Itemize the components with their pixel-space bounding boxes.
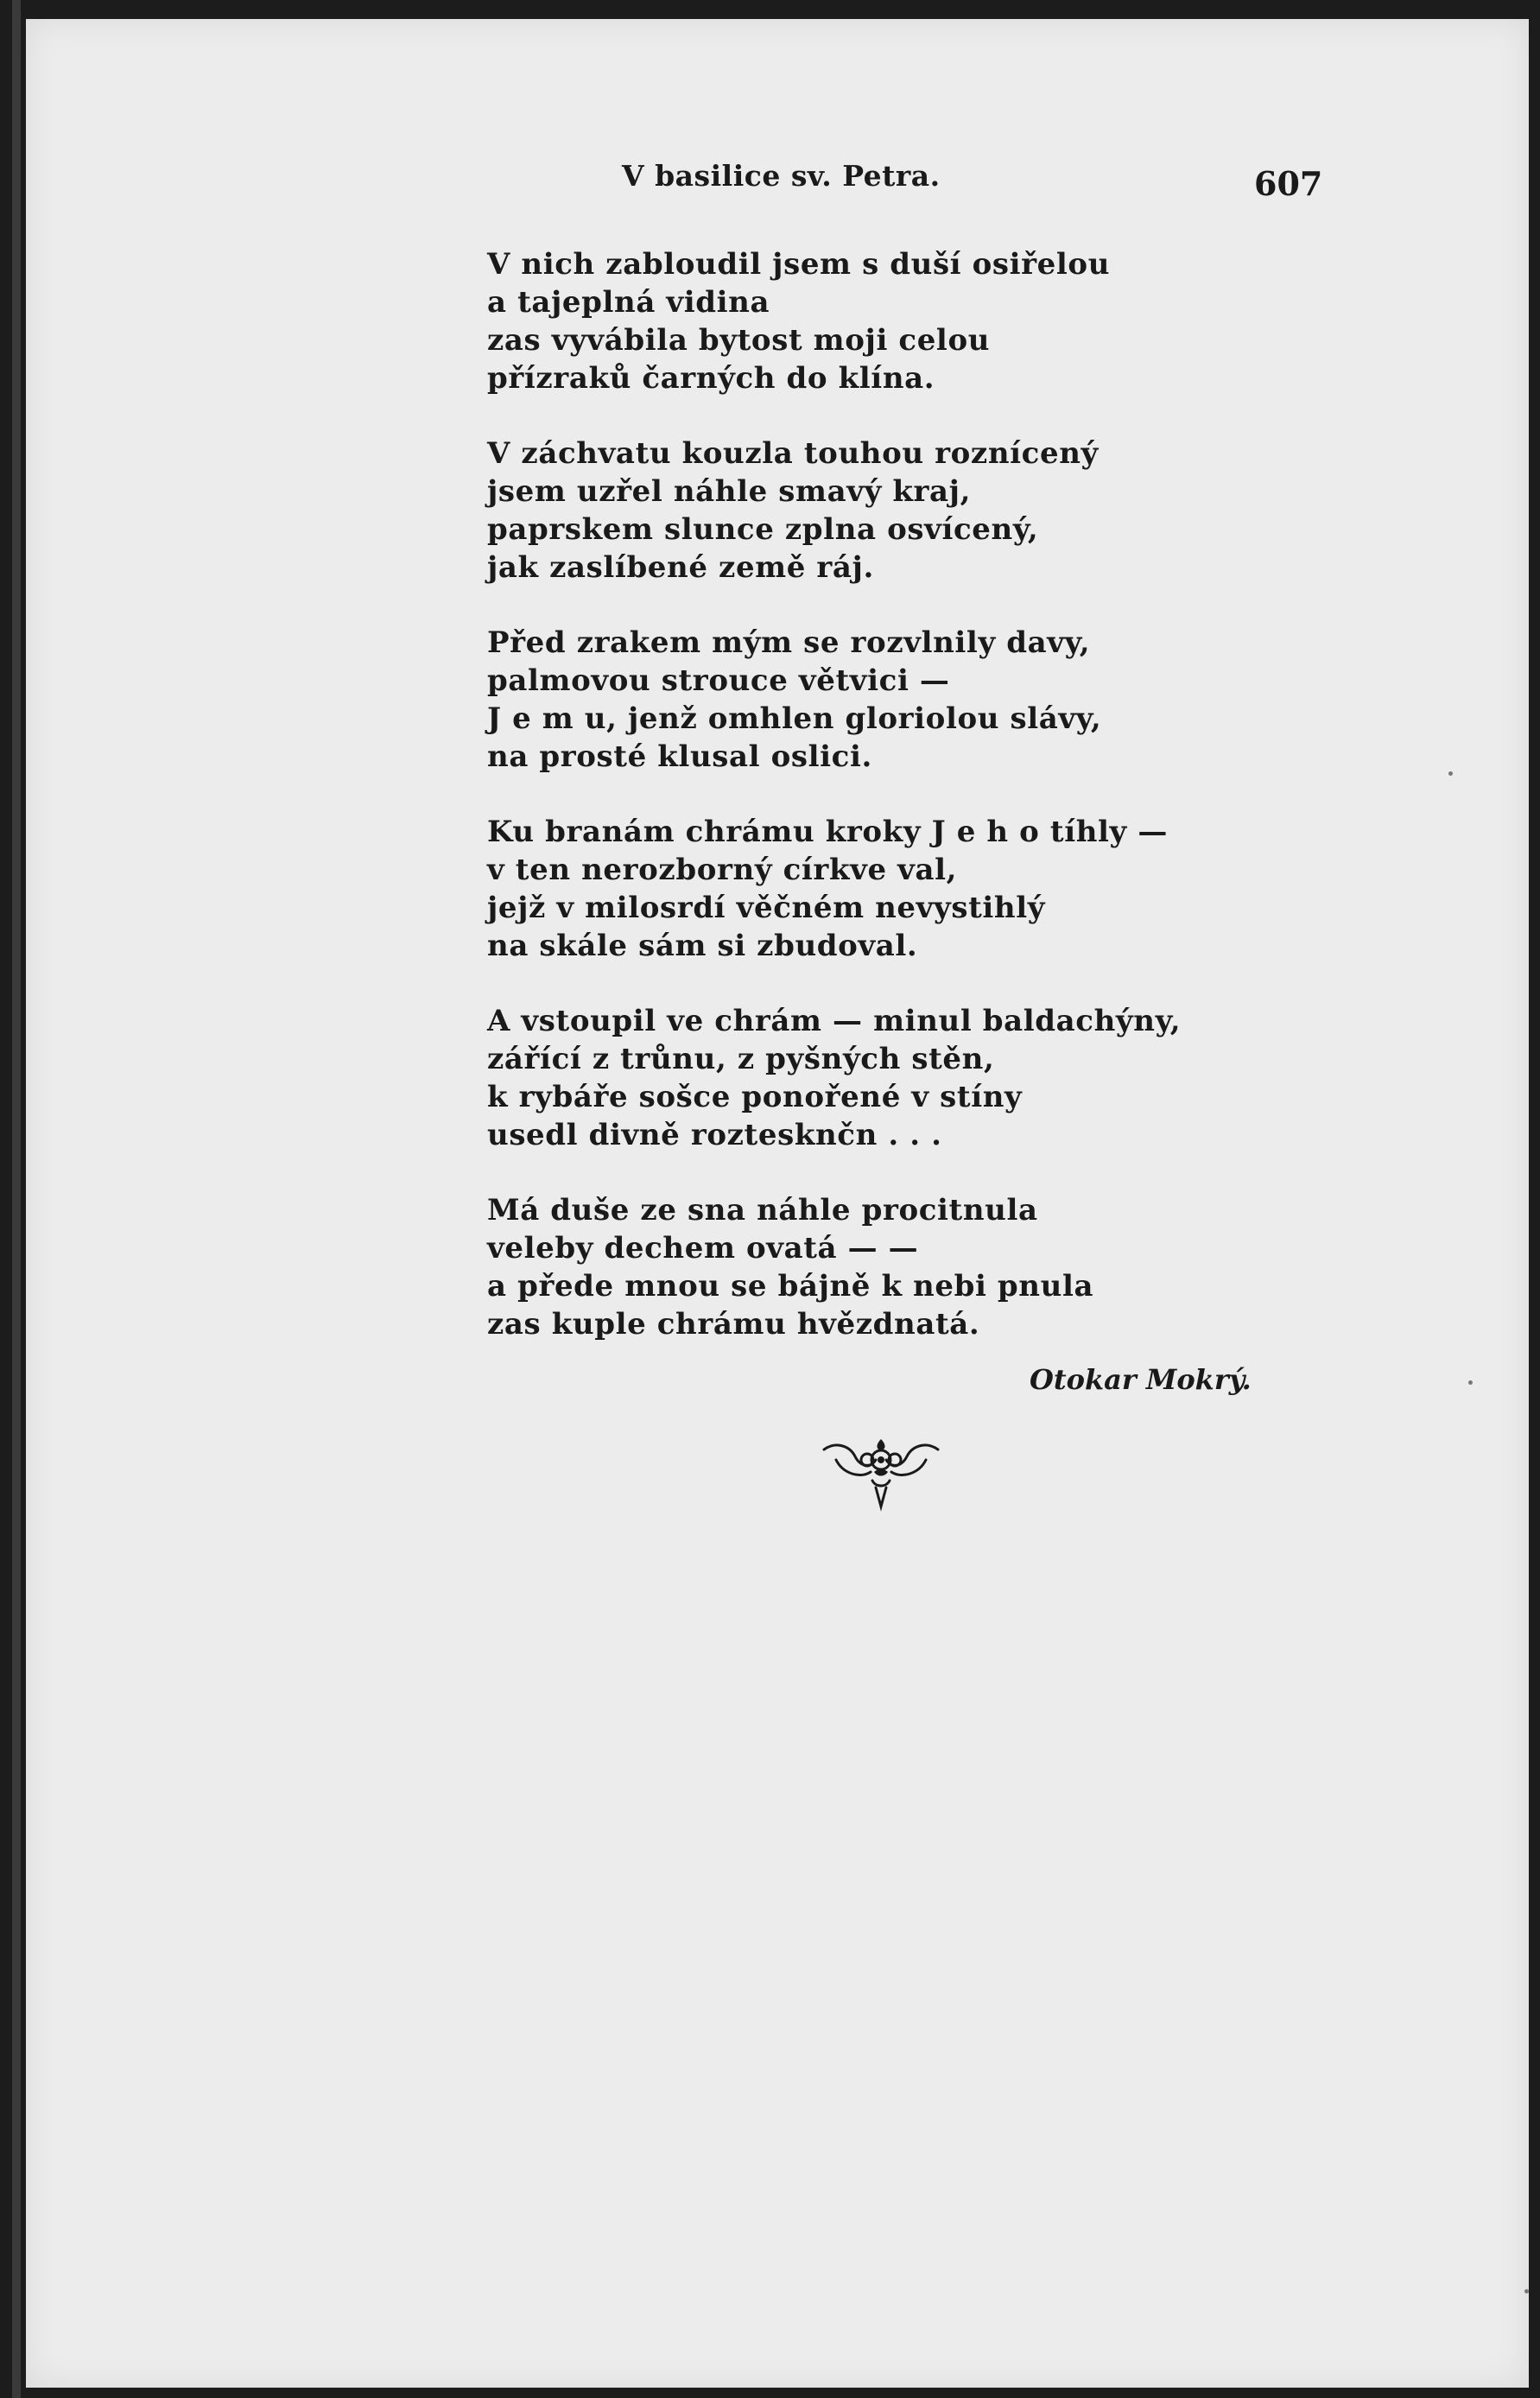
floral-vignette-icon	[821, 1434, 941, 1513]
poem-line: paprskem slunce zplna osvícený,	[487, 512, 1039, 547]
poem-line: usedl divně roztesknčn . . .	[487, 1118, 942, 1152]
stanza-4	[487, 813, 1178, 965]
stanza-1	[487, 245, 1178, 397]
stanza-2	[487, 435, 1178, 587]
poem	[487, 245, 1182, 1380]
poem-line: jejž v milosrdí věčném nevystihlý	[487, 891, 1046, 925]
poem-line: jak zaslíbené země ráj.	[487, 550, 874, 585]
poem-line: a přede mnou se bájně k nebi pnula	[487, 1269, 1094, 1304]
poem-line: V záchvatu kouzla touhou roznícený	[487, 436, 1099, 471]
stanza-3	[487, 624, 1178, 776]
poem-line: Má duše ze sna náhle procitnula	[487, 1193, 1038, 1228]
stanza-6	[487, 1191, 1178, 1343]
paper-speck	[1524, 2289, 1529, 2293]
poem-line: Před zrakem mým se rozvlnily davy,	[487, 625, 1091, 660]
page-number: 607	[1254, 164, 1323, 203]
poem-line: Ku branám chrámu kroky J e h o tíhly —	[487, 815, 1168, 849]
poem-line: zas kuple chrámu hvězdnatá.	[487, 1307, 980, 1342]
binding-edge	[12, 0, 21, 2398]
poem-line: a tajeplná vidina	[487, 285, 770, 320]
poem-line: jsem uzřel náhle smavý kraj,	[487, 474, 972, 509]
poem-line: zářící z trůnu, z pyšných stěn,	[487, 1042, 995, 1076]
poem-line: v ten nerozborný církve val,	[487, 853, 958, 887]
poem-line: přízraků čarných do klína.	[487, 361, 935, 396]
paper-speck	[1448, 771, 1453, 776]
stanza-5	[487, 1002, 1182, 1154]
poem-line: na skále sám si zbudoval.	[487, 929, 918, 963]
poem-line: V nich zabloudil jsem s duší osiřelou	[487, 247, 1111, 282]
poem-line: k rybáře sošce ponořené v stíny	[487, 1080, 1023, 1114]
poem-line: palmovou strouce větvici —	[487, 663, 950, 698]
running-head: V basilice sv. Petra.	[622, 159, 941, 193]
poem-line: J e m u, jenž omhlen gloriolou slávy,	[487, 701, 1102, 736]
poem-line: A vstoupil ve chrám — minul baldachýny,	[487, 1004, 1182, 1038]
poem-line: zas vyvábila bytost moji celou	[487, 323, 991, 358]
author-signature: Otokar Mokrý.	[1030, 1363, 1252, 1396]
poem-line: na prosté klusal oslici.	[487, 739, 872, 774]
paper-speck	[1468, 1380, 1473, 1385]
poem-line: veleby dechem ovatá — —	[487, 1231, 919, 1266]
